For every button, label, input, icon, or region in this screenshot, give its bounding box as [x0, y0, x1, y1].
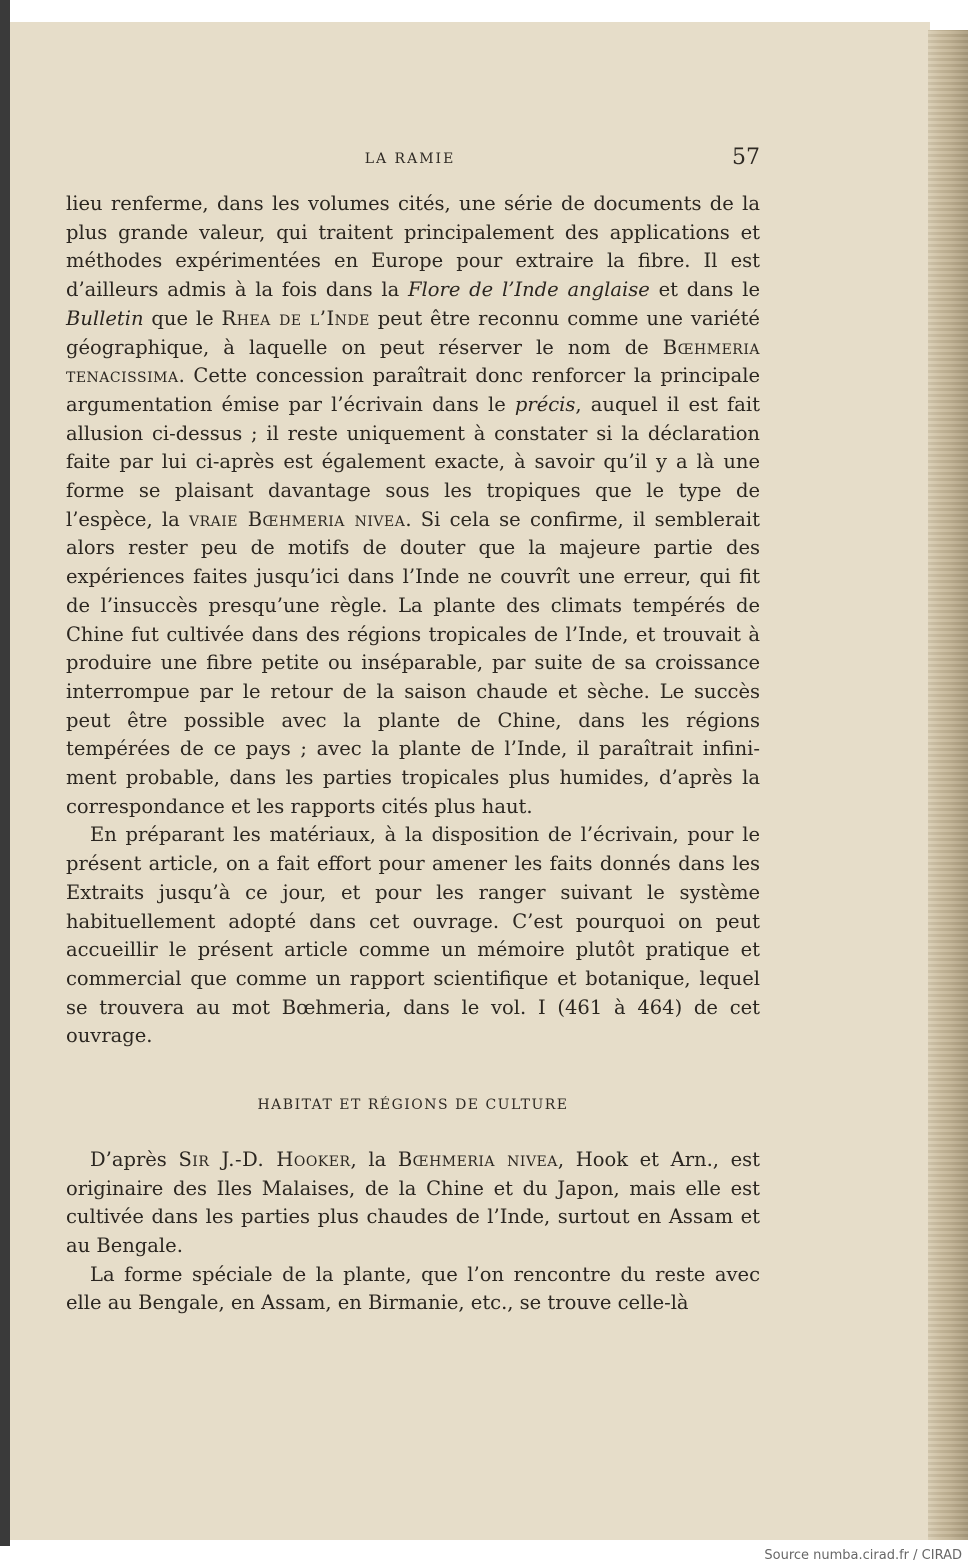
paragraph-1: lieu renferme, dans les volumes cités, une série de documents de la plus grande valeur, qui traitent principalement des applications et méthodes expérimentées en Europe pour extraire la fibre. Il est d’ailleurs admis à la fois dans la Flore de l’Inde anglaise et dans le Bulletin que le Rhea de l’Inde peut être reconnu comme une variété géographique, à laquelle on peut réserver le nom de Bœhmeria tenacissima. Cette concession paraîtrait donc renforcer la principale argumentation émise par l’écrivain dans le précis, auquel il est fait allusion ci-dessus ; il reste uniquement à constater si la déclaration faite par lui ci-après est également exacte, à savoir qu’il y a là une forme se plaisant davantage sous les tropiques que le type de l’espèce, la vraie Bœhmeria nivea. Si cela se confirme, il semblerait alors rester peu de motifs de douter que la majeure partie des expériences faites jusqu’ici dans l’Inde ne couvrît une erreur, qui fit de l’insuccès presqu’une règle. La plante des climats tempérés de Chine fut cultivée dans des régions tropicales de l’Inde, et trouvait à produire une fibre petite ou inséparable, par suite de sa croissance interrompue par le retour de la saison chaude et sèche. Le succès peut être possible avec la plante de Chine, dans les régions tempérées de ce pays ; avec la plante de l’Inde, il paraîtrait infiniment probable, dans les parties tropicales plus humides, d’après la correspondance et les rapports cités plus haut. — [66, 192, 760, 818]
rhea-name: Rhea de l’Inde — [221, 306, 370, 330]
boehmeria-nivea-true: vraie Bœhmeria nivea — [188, 507, 406, 531]
section-heading: HABITAT ET RÉGIONS DE CULTURE — [257, 1097, 569, 1114]
page-number: 57 — [732, 145, 760, 170]
page-edges — [928, 30, 968, 1540]
paragraph-4: La forme spéciale de la plante, que l’on rencontre du reste avec elle au Bengale, en Assam, en Birmanie, etc., se trouve celle-là — [66, 1262, 760, 1315]
flore-title: Flore de l’Inde anglaise — [408, 278, 650, 302]
bulletin-title: Bulletin — [66, 306, 144, 330]
running-head-title: LA RAMIE — [364, 151, 456, 167]
paragraph-3: D’après Sir J.-D. Hooker, la Bœhmeria nivea, Hook et Arn., est originaire des Iles Malaises, de la Chine et du Japon, mais elle est cultivée dans les parties plus chaudes de l’Inde, surtout en Assam et au Bengale. — [66, 1147, 760, 1257]
scan-edge — [0, 0, 10, 1546]
boehmeria-tenacissima: Bœhmeria tenacissima — [66, 335, 760, 388]
paragraph-2: En préparant les matériaux, à la disposition de l’écrivain, pour le présent article, on a fait effort pour amener les faits donnés dans les Extraits jusqu’à ce jour, et pour les ranger suivant le système habituellement adopté dans cet ouvrage. C’est pourquoi on peut accueillir le présent article comme un mémoire plutôt pratique et commercial que comme un rapport scientifique et botanique, lequel se trouvera au mot Bœhmeria, dans le vol. I (461 à 464) de cet ouvrage. — [66, 823, 760, 1048]
boehmeria-nivea: Bœhmeria nivea — [397, 1147, 558, 1171]
running-head — [60, 145, 760, 175]
precis-word: précis — [514, 392, 576, 416]
hooker-name: Sir J.-D. Hooker — [178, 1147, 351, 1171]
source-credit: Source numba.cirad.fr / CIRAD — [764, 1548, 962, 1563]
body-text — [66, 190, 760, 1318]
